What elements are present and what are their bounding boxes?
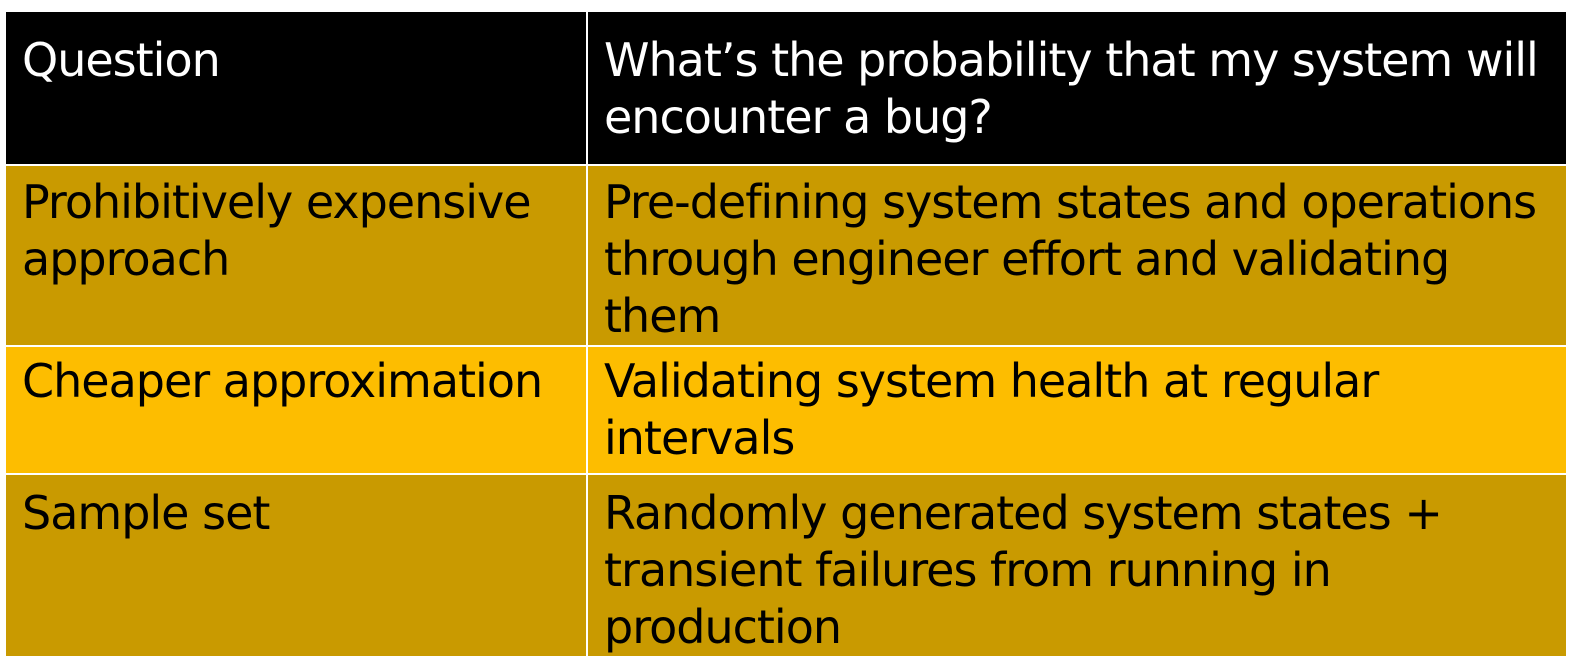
header-question-label: Question	[22, 33, 220, 87]
row-description-cell	[587, 346, 1567, 474]
table-row-expensive-approach	[5, 165, 1567, 346]
table-row-cheaper-approximation	[5, 346, 1567, 474]
row-label-cell	[5, 346, 587, 474]
row-label-cell	[5, 165, 587, 346]
row-description-cell	[587, 165, 1567, 346]
comparison-table	[4, 10, 1568, 658]
row-label: Cheaper approximation	[22, 354, 543, 408]
row-description: Validating system health at regular intervals	[604, 354, 1379, 465]
table-header-row	[5, 11, 1567, 165]
row-label: Sample set	[22, 486, 270, 540]
row-description: Randomly generated system states + transient failures from running in production	[604, 486, 1442, 654]
row-description-cell	[587, 474, 1567, 657]
row-label-cell	[5, 474, 587, 657]
row-description: Pre-defining system states and operations through engineer effort and validating them	[604, 175, 1537, 343]
row-label: Prohibitively expensive approach	[22, 175, 531, 286]
header-cell-question	[5, 11, 587, 165]
header-cell-question-text	[587, 11, 1567, 165]
header-question-text: What’s the probability that my system will encounter a bug?	[604, 33, 1538, 144]
table-row-sample-set	[5, 474, 1567, 657]
